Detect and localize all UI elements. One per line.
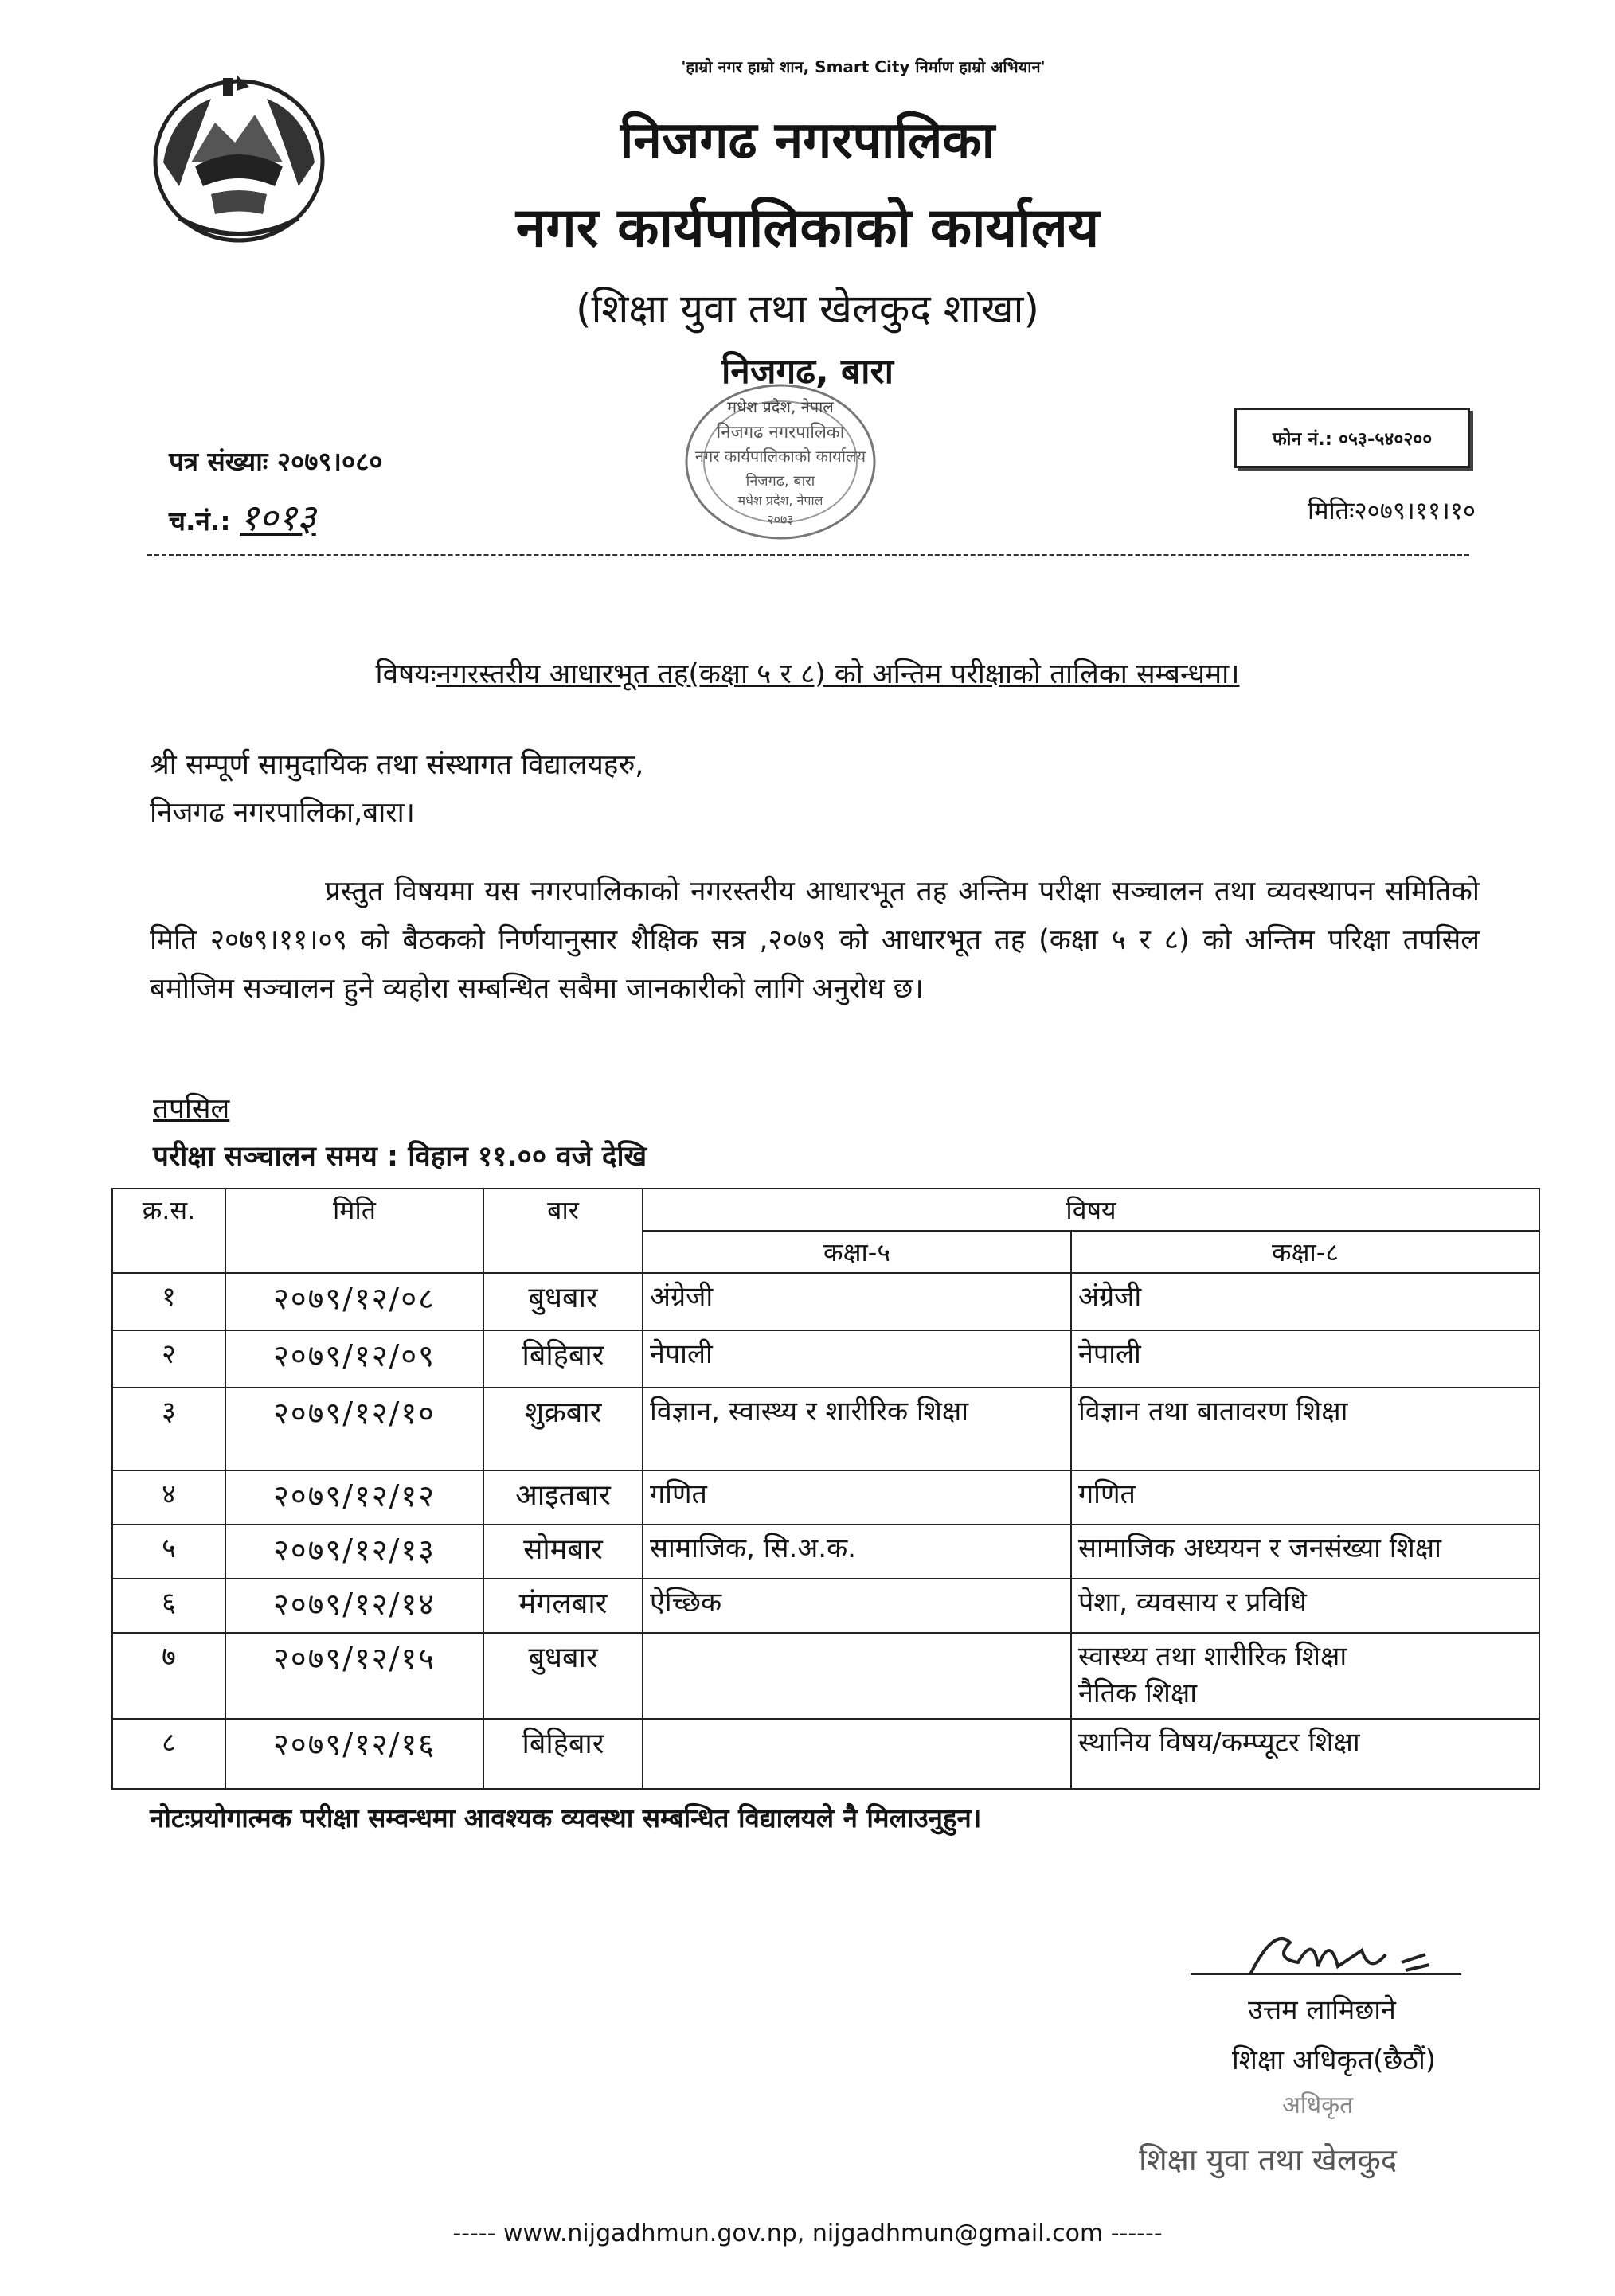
row-sn: ४ bbox=[112, 1470, 225, 1525]
table-row bbox=[112, 1330, 1539, 1388]
row-date: २०७९/१२/१६ bbox=[225, 1719, 483, 1789]
row-grade5-subject: सामाजिक, सि.अ.क. bbox=[643, 1525, 1071, 1579]
table-row bbox=[112, 1525, 1539, 1579]
exam-time: परीक्षा सञ्चालन समय : विहान ११.०० वजे देखि bbox=[153, 1141, 647, 1173]
table-row bbox=[112, 1633, 1539, 1719]
header-subject: विषय bbox=[643, 1189, 1539, 1231]
subject-label: विषयः bbox=[375, 658, 436, 690]
row-grade8-subject: स्थानिय विषय/कम्प्यूटर शिक्षा bbox=[1071, 1719, 1539, 1789]
row-day: आइतबार bbox=[483, 1470, 643, 1525]
row-day: शुक्रबार bbox=[483, 1388, 643, 1470]
subject-text: नगरस्तरीय आधारभूत तह(कक्षा ५ र ८) को अन्तिम परीक्षाको तालिका सम्बन्धमा। bbox=[436, 658, 1240, 690]
table-row bbox=[112, 1273, 1539, 1330]
row-day: बिहिबार bbox=[483, 1719, 643, 1789]
municipality-name: निजगढ नगरपालिका bbox=[620, 111, 995, 170]
row-date: २०७९/१२/१५ bbox=[225, 1633, 483, 1719]
seal-text-1: मधेश प्रदेश, नेपाल bbox=[727, 397, 834, 416]
row-grade8-subject: गणित bbox=[1071, 1470, 1539, 1525]
stamp-text-faded-1: अधिकृत bbox=[1282, 2091, 1354, 2119]
row-grade8-subject: अंग्रेजी bbox=[1071, 1273, 1539, 1330]
handwritten-signature bbox=[1242, 1919, 1449, 1990]
row-sn: ३ bbox=[112, 1388, 225, 1470]
stamp-text-faded-2: शिक्षा युवा तथा खेलकुद bbox=[1139, 2142, 1398, 2177]
row-grade5-subject: विज्ञान, स्वास्थ्य र शारीरिक शिक्षा bbox=[643, 1388, 1071, 1470]
row-grade5-subject bbox=[643, 1719, 1071, 1789]
table-row bbox=[112, 1388, 1539, 1470]
subject-line bbox=[0, 654, 1615, 692]
row-date: २०७९/१२/१२ bbox=[225, 1470, 483, 1525]
row-grade8-subject: पेशा, व्यवसाय र प्रविधि bbox=[1071, 1579, 1539, 1633]
seal-text-4: निजगढ, बारा bbox=[745, 473, 815, 490]
row-grade5-subject: ऐच्छिक bbox=[643, 1579, 1071, 1633]
row-day: बिहिबार bbox=[483, 1330, 643, 1388]
row-grade5-subject: अंग्रेजी bbox=[643, 1273, 1071, 1330]
row-sn: १ bbox=[112, 1273, 225, 1330]
body-paragraph-text: प्रस्तुत विषयमा यस नगरपालिकाको नगरस्तरीय आधारभूत तह अन्तिम परीक्षा सञ्चालन तथा व्यवस्थापन समितिको मिति २०७९।११।०९ को बैठकको निर्णयानुसार शैक्षिक सत्र ,२०७९ को आधारभूत तह (कक्षा ५ र ८) को अन्तिम परिक्षा तपसिल बमोजिम सञ्चालन हुने व्यहोरा सम्बन्धित सबैमा जानकारीको लागि अनुरोध छ। bbox=[150, 876, 1480, 1005]
header-sn: क्र.स. bbox=[112, 1189, 225, 1273]
row-grade5-subject bbox=[643, 1633, 1071, 1719]
table-row bbox=[112, 1470, 1539, 1525]
header-divider bbox=[147, 554, 1469, 556]
row-day: मंगलबार bbox=[483, 1579, 643, 1633]
letter-date: मितिः२०७९।११।१० bbox=[1308, 497, 1476, 525]
row-grade8-subject bbox=[1071, 1633, 1539, 1719]
row-date: २०७९/१२/१० bbox=[225, 1388, 483, 1470]
row-grade8-subject: सामाजिक अध्ययन र जनसंख्या शिक्षा bbox=[1071, 1525, 1539, 1579]
seal-text-5: मधेश प्रदेश, नेपाल bbox=[737, 493, 823, 508]
row-grade8-subject-line1: स्वास्थ्य तथा शारीरिक शिक्षा bbox=[1078, 1641, 1347, 1673]
header-grade5: कक्षा-५ bbox=[643, 1231, 1071, 1273]
office-location: निजगढ, बारा bbox=[721, 351, 894, 392]
row-grade8-subject-line2: नैतिक शिक्षा bbox=[1078, 1677, 1198, 1709]
table-row bbox=[112, 1579, 1539, 1633]
row-sn: ७ bbox=[112, 1633, 225, 1719]
table-row bbox=[112, 1719, 1539, 1789]
header-day: बार bbox=[483, 1189, 643, 1273]
signature-line bbox=[1191, 1973, 1461, 1975]
row-sn: ६ bbox=[112, 1579, 225, 1633]
dispatch-number bbox=[169, 492, 316, 541]
row-grade5-subject: नेपाली bbox=[643, 1330, 1071, 1388]
branch-name: (शिक्षा युवा तथा खेलकुद शाखा) bbox=[575, 286, 1040, 332]
note: नोटःप्रयोगात्मक परीक्षा सम्वन्धमा आवश्यक व्यवस्था सम्बन्धित विद्यालयले नै मिलाउनुहुन। bbox=[150, 1802, 982, 1833]
row-sn: ५ bbox=[112, 1525, 225, 1579]
slogan: 'हाम्रो नगर हाम्रो शान, Smart City निर्माण हाम्रो अभियान' bbox=[681, 57, 1046, 76]
signatory-name: उत्तम लामिछाने bbox=[1248, 1994, 1396, 2026]
seal-text-2: निजगढ नगरपालिका bbox=[716, 423, 845, 443]
row-day: बुधबार bbox=[483, 1273, 643, 1330]
addressee-line-2: निजगढ नगरपालिका,बारा। bbox=[150, 797, 415, 829]
body-paragraph bbox=[150, 868, 1480, 1013]
seal-text-3: नगर कार्यपालिकाको कार्यालय bbox=[694, 447, 866, 466]
row-grade8-subject: विज्ञान तथा बातावरण शिक्षा bbox=[1071, 1388, 1539, 1470]
row-grade5-subject: गणित bbox=[643, 1470, 1071, 1525]
row-day: बुधबार bbox=[483, 1633, 643, 1719]
row-sn: २ bbox=[112, 1330, 225, 1388]
row-date: २०७९/१२/०८ bbox=[225, 1273, 483, 1330]
row-date: २०७९/१२/०९ bbox=[225, 1330, 483, 1388]
phone-box: फोन नं.: ०५३-५४०२०० bbox=[1234, 408, 1470, 468]
signatory-title: शिक्षा अधिकृत(छैठौं) bbox=[1231, 2044, 1437, 2076]
row-date: २०७९/१२/१४ bbox=[225, 1579, 483, 1633]
tapsil-heading: तपसिल bbox=[153, 1093, 230, 1125]
row-sn: ८ bbox=[112, 1719, 225, 1789]
row-date: २०७९/१२/१३ bbox=[225, 1525, 483, 1579]
footer-contact: ----- www.nijgadhmun.gov.np, nijgadhmun@gmail.com ------ bbox=[452, 2220, 1163, 2247]
dispatch-value: १०१३ bbox=[240, 496, 316, 539]
office-seal bbox=[677, 374, 884, 549]
dispatch-label: च.नं.: bbox=[169, 506, 231, 537]
office-name: नगर कार्यपालिकाको कार्यालय bbox=[515, 197, 1100, 260]
letter-number: पत्र संख्याः २०७९।०८० bbox=[169, 446, 383, 477]
addressee-line-1: श्री सम्पूर्ण सामुदायिक तथा संस्थागत विद्यालयहरु, bbox=[150, 749, 644, 781]
seal-text-6: २०७३ bbox=[767, 512, 794, 527]
header-grade8: कक्षा-८ bbox=[1071, 1231, 1539, 1273]
header-date: मिति bbox=[225, 1189, 483, 1273]
exam-schedule-table bbox=[111, 1188, 1540, 1790]
row-day: सोमबार bbox=[483, 1525, 643, 1579]
row-grade8-subject: नेपाली bbox=[1071, 1330, 1539, 1388]
